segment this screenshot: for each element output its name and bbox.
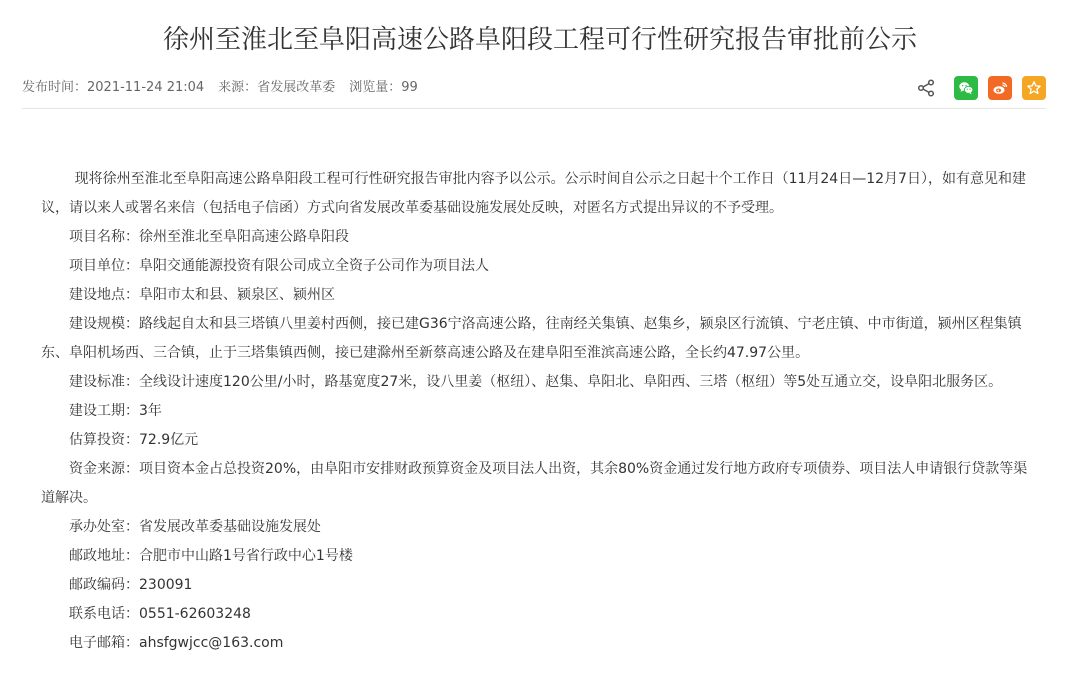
field-value: 72.9亿元 bbox=[139, 432, 199, 448]
favorite-icon bbox=[1026, 80, 1042, 96]
intro-paragraph: 现将徐州至淮北至阜阳高速公路阜阳段工程可行性研究报告审批内容予以公示。公示时间自公示之日起十个工作日（11月24日—12月7日），如有意见和建议，请以来人或署名来信（包括电子信函）方式向省发展改革委基础设施发展处反映，对匿名方式提出异议的不予受理。 bbox=[41, 171, 1026, 216]
article-body bbox=[41, 165, 1038, 658]
field-label: 承办处室： bbox=[69, 519, 139, 535]
view-count: 99 bbox=[401, 80, 418, 95]
field-value: 徐州至淮北至阜阳高速公路阜阳段 bbox=[139, 229, 349, 245]
field-label: 项目单位： bbox=[69, 258, 139, 274]
field-value: ahsfgwjcc@163.com bbox=[139, 635, 284, 651]
field-label: 邮政编码： bbox=[69, 577, 139, 593]
wechat-share-button[interactable] bbox=[954, 76, 978, 100]
publish-time: 2021-11-24 21:04 bbox=[87, 80, 205, 95]
field-project-name bbox=[41, 223, 1038, 252]
field-label: 资金来源： bbox=[69, 461, 139, 477]
article-meta bbox=[22, 78, 418, 98]
field-project-unit bbox=[41, 252, 1038, 281]
field-label: 建设规模： bbox=[69, 316, 139, 332]
publish-time-label: 发布时间： bbox=[22, 80, 88, 95]
weibo-icon bbox=[992, 80, 1008, 96]
field-scale bbox=[41, 310, 1038, 368]
field-location bbox=[41, 281, 1038, 310]
favorite-button[interactable] bbox=[1022, 76, 1046, 100]
field-address bbox=[41, 542, 1038, 571]
field-email bbox=[41, 629, 1038, 658]
article-meta-bar bbox=[22, 70, 1046, 109]
views-label: 浏览量： bbox=[349, 80, 402, 95]
field-label: 估算投资： bbox=[69, 432, 139, 448]
field-funding bbox=[41, 455, 1038, 513]
field-label: 建设工期： bbox=[69, 403, 139, 419]
field-office bbox=[41, 513, 1038, 542]
field-label: 电子邮箱： bbox=[69, 635, 139, 651]
field-value: 省发展改革委基础设施发展处 bbox=[139, 519, 321, 535]
field-label: 邮政地址： bbox=[69, 548, 139, 564]
field-value: 3年 bbox=[139, 403, 162, 419]
field-value: 0551-62603248 bbox=[139, 606, 251, 622]
field-value: 阜阳交通能源投资有限公司成立全资子公司作为项目法人 bbox=[139, 258, 489, 274]
field-duration bbox=[41, 397, 1038, 426]
field-phone bbox=[41, 600, 1038, 629]
share-icon[interactable] bbox=[916, 78, 936, 98]
field-value: 230091 bbox=[139, 577, 193, 593]
field-value: 合肥市中山路1号省行政中心1号楼 bbox=[139, 548, 353, 564]
share-toolbar bbox=[916, 75, 1046, 101]
field-label: 项目名称： bbox=[69, 229, 139, 245]
field-value: 全线设计速度120公里/小时，路基宽度27米，设八里姜（枢纽）、赵集、阜阳北、阜阳西、三塔（枢纽）等5处互通立交，设阜阳北服务区。 bbox=[139, 374, 1003, 390]
article-title: 徐州至淮北至阜阳高速公路阜阳段工程可行性研究报告审批前公示 bbox=[162, 25, 917, 55]
wechat-icon bbox=[958, 80, 974, 96]
field-value: 路线起自太和县三塔镇八里姜村西侧，接已建G36宁洛高速公路，往南经关集镇、赵集乡，颍泉区行流镇、宁老庄镇、中市街道，颍州区程集镇东、阜阳机场西、三合镇，止于三塔集镇西侧，接已建滁州至新蔡高速公路及在建阜阳至淮滨高速公路，全长约47.97公里。 bbox=[41, 316, 1022, 361]
field-investment bbox=[41, 426, 1038, 455]
field-label: 建设标准： bbox=[69, 374, 139, 390]
field-label: 建设地点： bbox=[69, 287, 139, 303]
field-standard bbox=[41, 368, 1038, 397]
source: 省发展改革委 bbox=[257, 80, 336, 95]
field-value: 项目资本金占总投资20%，由阜阳市安排财政预算资金及项目法人出资，其余80%资金通过发行地方政府专项债券、项目法人申请银行贷款等渠道解决。 bbox=[41, 461, 1028, 506]
source-label: 来源： bbox=[218, 80, 258, 95]
weibo-share-button[interactable] bbox=[988, 76, 1012, 100]
field-postcode bbox=[41, 571, 1038, 600]
field-label: 联系电话： bbox=[69, 606, 139, 622]
field-value: 阜阳市太和县、颍泉区、颍州区 bbox=[139, 287, 335, 303]
